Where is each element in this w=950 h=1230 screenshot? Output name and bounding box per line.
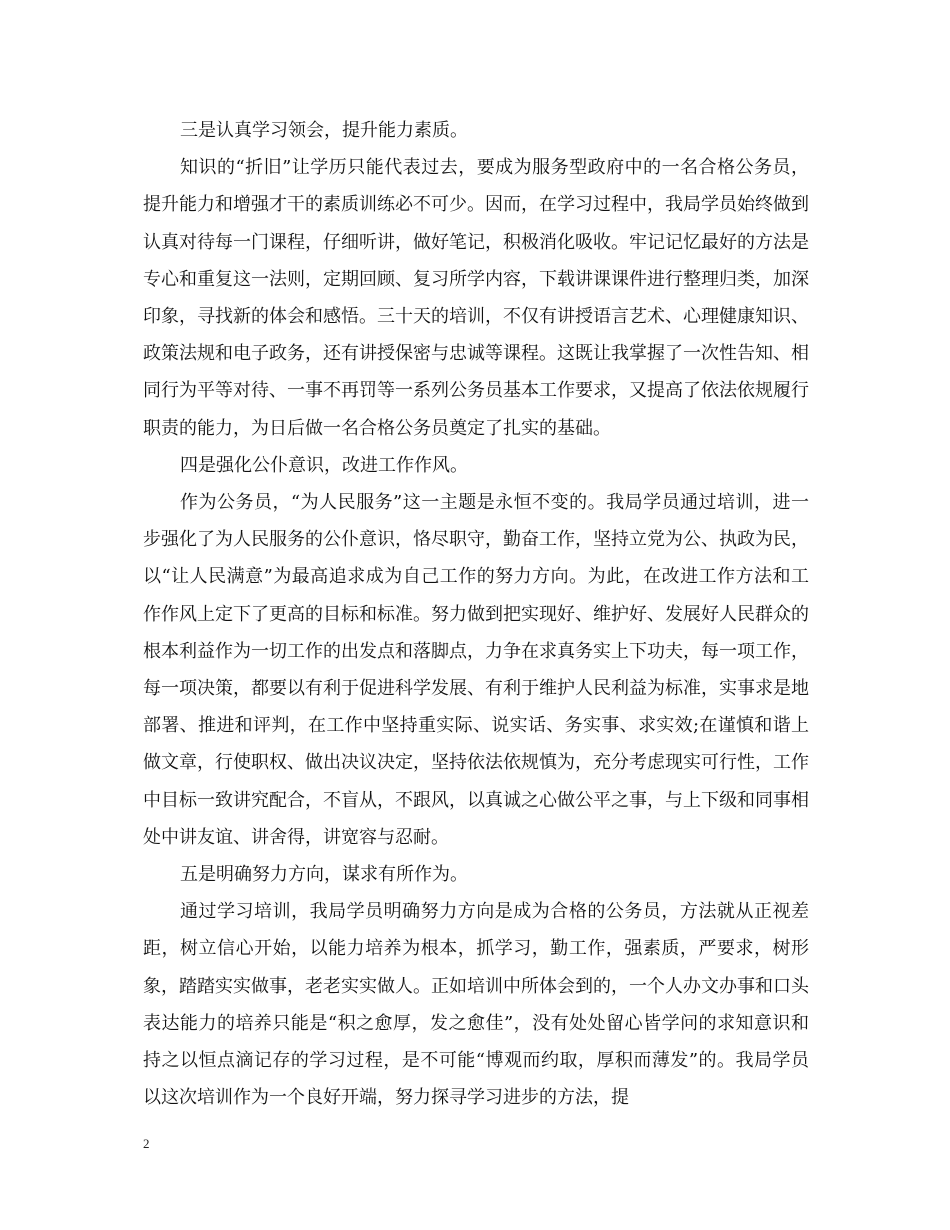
body-paragraph: 知识的“折旧”让学历只能代表过去，要成为服务型政府中的一名合格公务员，提升能力和增强才干的素质训练必不可少。因而，在学习过程中，我局学员始终做到认真对待每一门课程，仔细听讲，做好笔记，积极消化吸收。牢记记忆最好的方法是专心和重复这一法则，定期回顾、复习所学内容，下载讲课课件进行整理归类，加深印象，寻找新的体会和感悟。三十天的培训，不仅有讲授语言艺术、心理健康知识、政策法规和电子政务，还有讲授保密与忠诚等课程。这既让我掌握了一次性告知、相同行为平等对待、一事不再罚等一系列公务员基本工作要求，又提高了依法依规履行职责的能力，为日后做一名合格公务员奠定了扎实的基础。 <box>143 157 809 439</box>
body-paragraph: 作为公务员，“为人民服务”这一主题是永恒不变的。我局学员通过培训，进一步强化了为人民服务的公仆意识，恪尽职守，勤奋工作，坚持立党为公、执政为民，以“让人民满意”为最高追求成为自己工作的努力方向。为此，在改进工作方法和工作作风上定下了更高的目标和标准。努力做到把实现好、维护好、发展好人民群众的根本利益作为一切工作的出发点和落脚点，力争在求真务实上下功夫，每一项工作，每一项决策，都要以有利于促进科学发展、有利于维护人民利益为标准，实事求是地部署、推进和评判，在工作中坚持重实际、说实话、务实事、求实效;在谨慎和谐上做文章，行使职权、做出决议决定，坚持依法依规慎为，充分考虑现实可行性，工作中目标一致讲究配合，不盲从，不跟风，以真诚之心做公平之事，与上下级和同事相处中讲友谊、讲舍得，讲宽容与忍耐。 <box>143 492 809 848</box>
page-number: 2 <box>143 1136 150 1151</box>
section-heading-four: 四是强化公仆意识，改进工作作风。 <box>180 454 468 476</box>
body-paragraph: 通过学习培训，我局学员明确努力方向是成为合格的公务员，方法就从正视差距，树立信心开始，以能力培养为根本，抓学习，勤工作，强素质，严要求，树形象，踏踏实实做事，老老实实做人。正如培训中所体会到的，一个人办文办事和口头表达能力的培养只能是“积之愈厚，发之愈佳”，没有处处留心皆学问的求知意识和持之以恒点滴记存的学习过程，是不可能“博观而约取，厚积而薄发”的。我局学员以这次培训作为一个良好开端，努力探寻学习进步的方法，提 <box>143 901 809 1109</box>
section-heading-five: 五是明确努力方向，谋求有所作为。 <box>180 864 468 886</box>
section-heading-three: 三是认真学习领会，提升能力素质。 <box>180 120 468 141</box>
document-body <box>143 112 809 1116</box>
